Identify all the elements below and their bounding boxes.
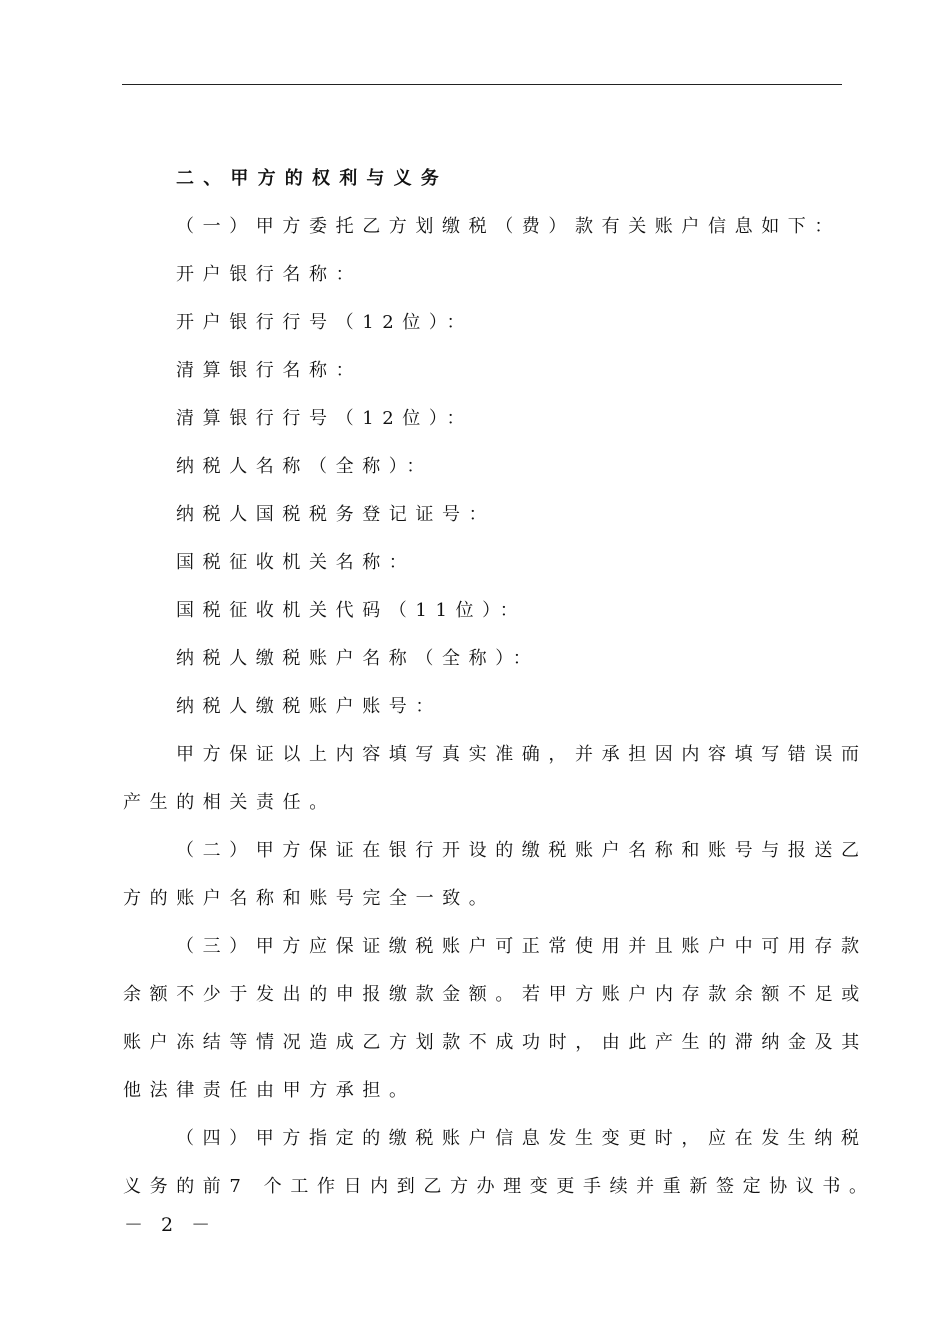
field-tax-registration-number: 纳税人国税税务登记证号：	[176, 504, 496, 525]
field-tax-authority-name: 国税征收机关名称：	[176, 552, 416, 573]
clause-2-line-2: 方的账户名称和账号完全一致。	[123, 888, 496, 909]
section-heading: 二、甲方的权利与义务	[176, 168, 448, 189]
clause-3-line-2: 余额不少于发出的申报缴款金额。若甲方账户内存款余额不足或	[123, 984, 868, 1005]
field-bank-code: 开户银行行号（12位）：	[176, 312, 474, 333]
clause-3-line-4: 他法律责任由甲方承担。	[123, 1080, 416, 1101]
field-account-number: 纳税人缴税账户账号：	[176, 696, 442, 717]
field-tax-authority-code: 国税征收机关代码（11位）：	[176, 600, 527, 621]
clause-1-intro: （一）甲方委托乙方划缴税（费）款有关账户信息如下：	[176, 216, 841, 237]
field-bank-name: 开户银行名称：	[176, 264, 363, 285]
clause-2-line-1: （二）甲方保证在银行开设的缴税账户名称和账号与报送乙	[176, 840, 868, 861]
clause-4-line-1: （四）甲方指定的缴税账户信息发生变更时，应在发生纳税	[176, 1128, 868, 1149]
field-account-name: 纳税人缴税账户名称（全称）：	[176, 648, 540, 669]
header-rule	[122, 84, 842, 85]
field-taxpayer-name: 纳税人名称（全称）：	[176, 456, 433, 477]
clause-3-line-3: 账户冻结等情况造成乙方划款不成功时，由此产生的滞纳金及其	[123, 1032, 868, 1053]
guarantee-text-line-2: 产生的相关责任。	[123, 792, 336, 813]
field-clearing-bank-name: 清算银行名称：	[176, 360, 363, 381]
field-clearing-bank-code: 清算银行行号（12位）：	[176, 408, 474, 429]
page-number: － 2 －	[124, 1214, 217, 1236]
guarantee-text-line-1: 甲方保证以上内容填写真实准确，并承担因内容填写错误而	[176, 744, 868, 765]
clause-4-line-2: 义务的前7 个工作日内到乙方办理变更手续并重新签定协议书。	[123, 1176, 876, 1197]
clause-3-line-1: （三）甲方应保证缴税账户可正常使用并且账户中可用存款	[176, 936, 868, 957]
